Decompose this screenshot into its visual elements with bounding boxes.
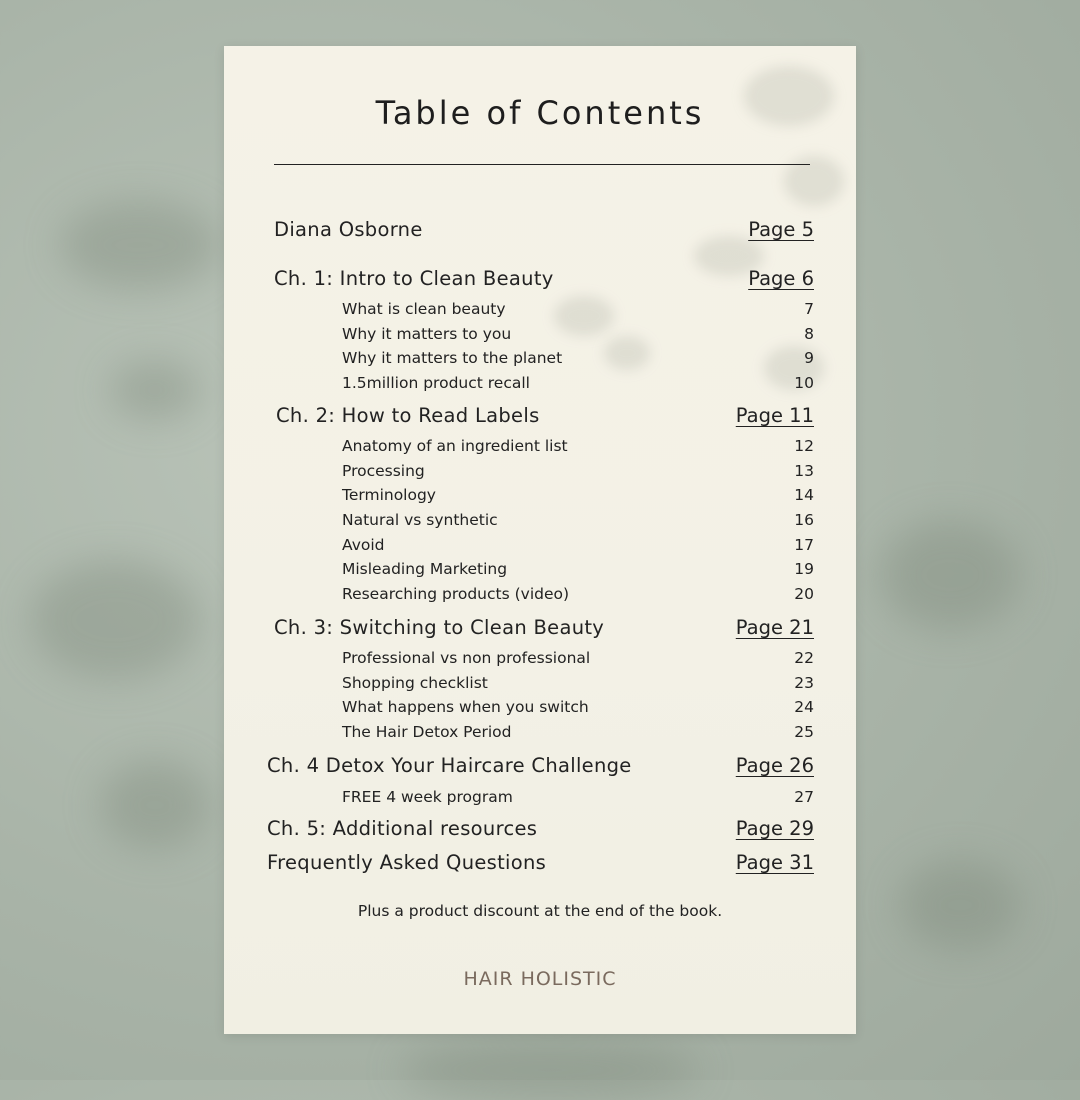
section-title: Why it matters to you	[342, 325, 512, 343]
chapter-page-link[interactable]: Page 29	[735, 817, 814, 840]
section-page: 13	[794, 462, 814, 480]
page-title: Table of Contents	[375, 94, 705, 132]
discount-note: Plus a product discount at the end of the book.	[357, 902, 723, 920]
chapter-title: Ch. 2: How to Read Labels	[276, 404, 540, 427]
section-page: 22	[794, 649, 814, 667]
section-title: 1.5million product recall	[342, 374, 530, 392]
background-shadow	[400, 1040, 700, 1100]
section-page: 23	[794, 674, 814, 692]
section-page: 17	[794, 536, 814, 554]
chapter-page-link[interactable]: Page 26	[735, 754, 814, 777]
section-page: 10	[794, 374, 814, 392]
section-title: Shopping checklist	[342, 674, 488, 692]
chapter-title: Ch. 4 Detox Your Haircare Challenge	[267, 754, 632, 777]
background-shadow	[900, 860, 1020, 950]
section-title: What happens when you switch	[342, 698, 589, 716]
section-page: 14	[794, 486, 814, 504]
section-title: The Hair Detox Period	[342, 723, 512, 741]
section-page: 27	[794, 788, 814, 806]
chapter-title: Frequently Asked Questions	[267, 851, 547, 874]
section-title: Terminology	[342, 486, 436, 504]
chapter-title: Ch. 3: Switching to Clean Beauty	[274, 616, 605, 639]
background-shadow	[880, 520, 1020, 630]
chapter-page-link[interactable]: Page 31	[735, 851, 814, 874]
chapter-page-link[interactable]: Page 21	[735, 616, 814, 639]
section-page: 7	[804, 300, 814, 318]
section-title: Why it matters to the planet	[342, 349, 563, 367]
section-title: Professional vs non professional	[342, 649, 591, 667]
title-divider	[274, 164, 810, 165]
chapter-page-link[interactable]: Page 11	[735, 404, 814, 427]
chapter-title: Ch. 5: Additional resources	[267, 817, 538, 840]
section-page: 25	[794, 723, 814, 741]
section-page: 19	[794, 560, 814, 578]
chapter-page-link[interactable]: Page 6	[748, 267, 814, 290]
background-shadow	[100, 760, 210, 850]
section-title: Anatomy of an ingredient list	[342, 437, 568, 455]
toc-page	[224, 46, 856, 1034]
chapter-title: Ch. 1: Intro to Clean Beauty	[274, 267, 554, 290]
leaf-shadow	[554, 296, 614, 336]
background-shadow	[30, 560, 200, 680]
section-page: 8	[804, 325, 814, 343]
section-title: Researching products (video)	[342, 585, 570, 603]
section-title: What is clean beauty	[342, 300, 506, 318]
section-title: Avoid	[342, 536, 385, 554]
section-page: 9	[804, 349, 814, 367]
section-title: FREE 4 week program	[342, 788, 513, 806]
section-title: Misleading Marketing	[342, 560, 508, 578]
leaf-shadow	[604, 336, 650, 370]
brand-logo: HAIR HOLISTIC	[463, 968, 617, 990]
section-page: 24	[794, 698, 814, 716]
section-page: 16	[794, 511, 814, 529]
background-shadow	[110, 360, 200, 420]
toc-entry-author: Diana Osborne	[274, 218, 423, 241]
section-title: Processing	[342, 462, 425, 480]
section-page: 12	[794, 437, 814, 455]
section-title: Natural vs synthetic	[342, 511, 498, 529]
background-shadow	[60, 200, 220, 290]
section-page: 20	[794, 585, 814, 603]
toc-page-link[interactable]: Page 5	[748, 218, 814, 241]
